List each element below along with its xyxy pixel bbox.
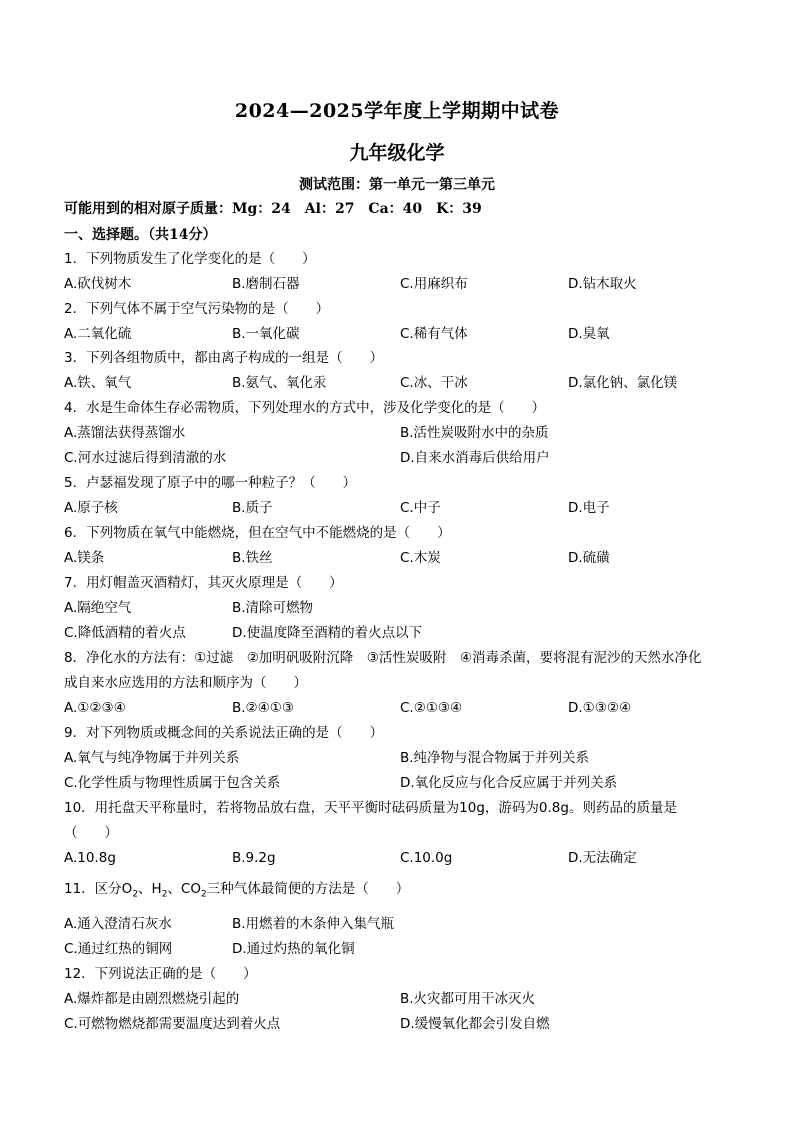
q6-option-c: C.木炭 bbox=[400, 550, 441, 566]
q8-option-d: D.①③②④ bbox=[568, 700, 632, 716]
q4-option-c: C.河水过滤后得到清澈的水 bbox=[64, 450, 227, 466]
question-4: 4．水是生命体生存必需物质，下列处理水的方式中，涉及化学变化的是（ ） bbox=[64, 400, 546, 416]
q1-option-d: D.钻木取火 bbox=[568, 276, 637, 292]
question-6: 6．下列物质在氧气中能燃烧，但在空气中不能燃烧的是（ ） bbox=[64, 525, 451, 541]
q9-option-d: D.氧化反应与化合反应属于并列关系 bbox=[400, 775, 618, 791]
section-heading: 一、选择题。（共14分） bbox=[64, 227, 217, 243]
q1-option-b: B.磨制石器 bbox=[232, 276, 300, 292]
question-5: 5．卢瑟福发现了原子中的哪一种粒子？（ ） bbox=[64, 475, 357, 491]
question-8-cont: 成自来水应选用的方法和顺序为（ ） bbox=[64, 675, 307, 691]
q2-option-b: B.一氧化碳 bbox=[232, 326, 300, 342]
q2-option-d: D.臭氧 bbox=[568, 326, 610, 342]
q8-option-c: C.②①③④ bbox=[400, 700, 463, 716]
q12-option-c: C.可燃物燃烧都需要温度达到着火点 bbox=[64, 1016, 281, 1032]
q12-option-b: B.火灾都可用干冰灭火 bbox=[400, 991, 536, 1007]
q6-option-d: D.硫磺 bbox=[568, 550, 610, 566]
q4-option-a: A.蒸馏法获得蒸馏水 bbox=[64, 425, 186, 441]
q9-option-c: C.化学性质与物理性质属于包含关系 bbox=[64, 775, 281, 791]
q5-option-d: D.电子 bbox=[568, 500, 610, 516]
question-8: 8．净化水的方法有：①过滤 ②加明矾吸附沉降 ③活性炭吸附 ④消毒杀菌，要将混有泥沙的天然水净化 bbox=[64, 650, 702, 666]
q12-option-a: A.爆炸都是由剧烈燃烧引起的 bbox=[64, 991, 240, 1007]
exam-subtitle: 九年级化学 bbox=[349, 142, 445, 164]
question-9: 9．对下列物质或概念间的关系说法正确的是（ ） bbox=[64, 725, 384, 741]
q11-text-1: 11．区分O bbox=[64, 881, 133, 897]
q11-option-d: D.通过灼热的氧化铜 bbox=[232, 941, 355, 957]
q10-option-d: D.无法确定 bbox=[568, 850, 637, 866]
q9-option-a: A.氧气与纯净物属于并列关系 bbox=[64, 750, 240, 766]
q5-option-b: B.质子 bbox=[232, 500, 273, 516]
question-10: 10．用托盘天平称量时，若将物品放右盘，天平平衡时砝码质量为10g，游码为0.8g。则药品的质量是 bbox=[64, 800, 677, 816]
test-scope: 测试范围：第一单元一第三单元 bbox=[299, 177, 495, 193]
q8-option-b: B.②④①③ bbox=[232, 700, 294, 716]
q11-sub-1: 2 bbox=[132, 889, 139, 900]
q7-option-d: D.使温度降至酒精的着火点以下 bbox=[232, 625, 423, 641]
q11-option-b: B.用燃着的木条伸入集气瓶 bbox=[232, 916, 395, 932]
q8-option-a: A.①②③④ bbox=[64, 700, 126, 716]
q11-sub-2: 2 bbox=[161, 889, 168, 900]
q1-option-a: A.砍伐树木 bbox=[64, 276, 132, 292]
question-7: 7．用灯帽盖灭酒精灯，其灭火原理是（ ） bbox=[64, 575, 343, 591]
q11-sub-3: 2 bbox=[201, 889, 207, 900]
exam-title: 2024—2025学年度上学期期中试卷 bbox=[234, 100, 560, 122]
q7-option-c: C.降低酒精的着火点 bbox=[64, 625, 186, 641]
q3-option-a: A.铁、氧气 bbox=[64, 375, 132, 391]
q11-text-4: 三种气体最简便的方法是（ ） bbox=[206, 881, 410, 897]
q3-option-d: D.氯化钠、氯化镁 bbox=[568, 375, 678, 391]
q6-option-b: B.铁丝 bbox=[232, 550, 273, 566]
q11-text-3: 、CO bbox=[167, 881, 201, 897]
q10-option-c: C.10.0g bbox=[400, 850, 453, 866]
q10-option-a: A.10.8g bbox=[64, 850, 116, 866]
q12-option-d: D.缓慢氧化都会引发自燃 bbox=[400, 1016, 550, 1032]
question-1: 1．下列物质发生了化学变化的是（ ） bbox=[64, 251, 316, 267]
atomic-mass-note: 可能用到的相对原子质量：Mg：24 Al：27 Ca：40 K：39 bbox=[64, 201, 482, 217]
q11-text-2: 、H bbox=[138, 881, 162, 897]
question-3: 3．下列各组物质中，都由离子构成的一组是（ ） bbox=[64, 350, 384, 366]
q6-option-a: A.镁条 bbox=[64, 550, 105, 566]
q1-option-c: C.用麻织布 bbox=[400, 276, 468, 292]
q5-option-c: C.中子 bbox=[400, 500, 441, 516]
question-11 bbox=[64, 880, 409, 904]
q10-option-b: B.9.2g bbox=[232, 850, 276, 866]
q3-option-b: B.氨气、氧化汞 bbox=[232, 375, 327, 391]
question-10-cont: （ ） bbox=[64, 825, 118, 841]
q5-option-a: A.原子核 bbox=[64, 500, 118, 516]
q4-option-b: B.活性炭吸附水中的杂质 bbox=[400, 425, 549, 441]
q7-option-b: B.清除可燃物 bbox=[232, 600, 314, 616]
q11-option-c: C.通过红热的铜网 bbox=[64, 941, 173, 957]
q2-option-c: C.稀有气体 bbox=[400, 326, 468, 342]
question-2: 2．下列气体不属于空气污染物的是（ ） bbox=[64, 301, 330, 317]
q11-option-a: A.通入澄清石灰水 bbox=[64, 916, 172, 932]
q2-option-a: A.二氧化硫 bbox=[64, 326, 132, 342]
q9-option-b: B.纯净物与混合物属于并列关系 bbox=[400, 750, 590, 766]
q3-option-c: C.冰、干冰 bbox=[400, 375, 468, 391]
q4-option-d: D.自来水消毒后供给用户 bbox=[400, 450, 550, 466]
question-12: 12．下列说法正确的是（ ） bbox=[64, 966, 257, 982]
q7-option-a: A.隔绝空气 bbox=[64, 600, 132, 616]
